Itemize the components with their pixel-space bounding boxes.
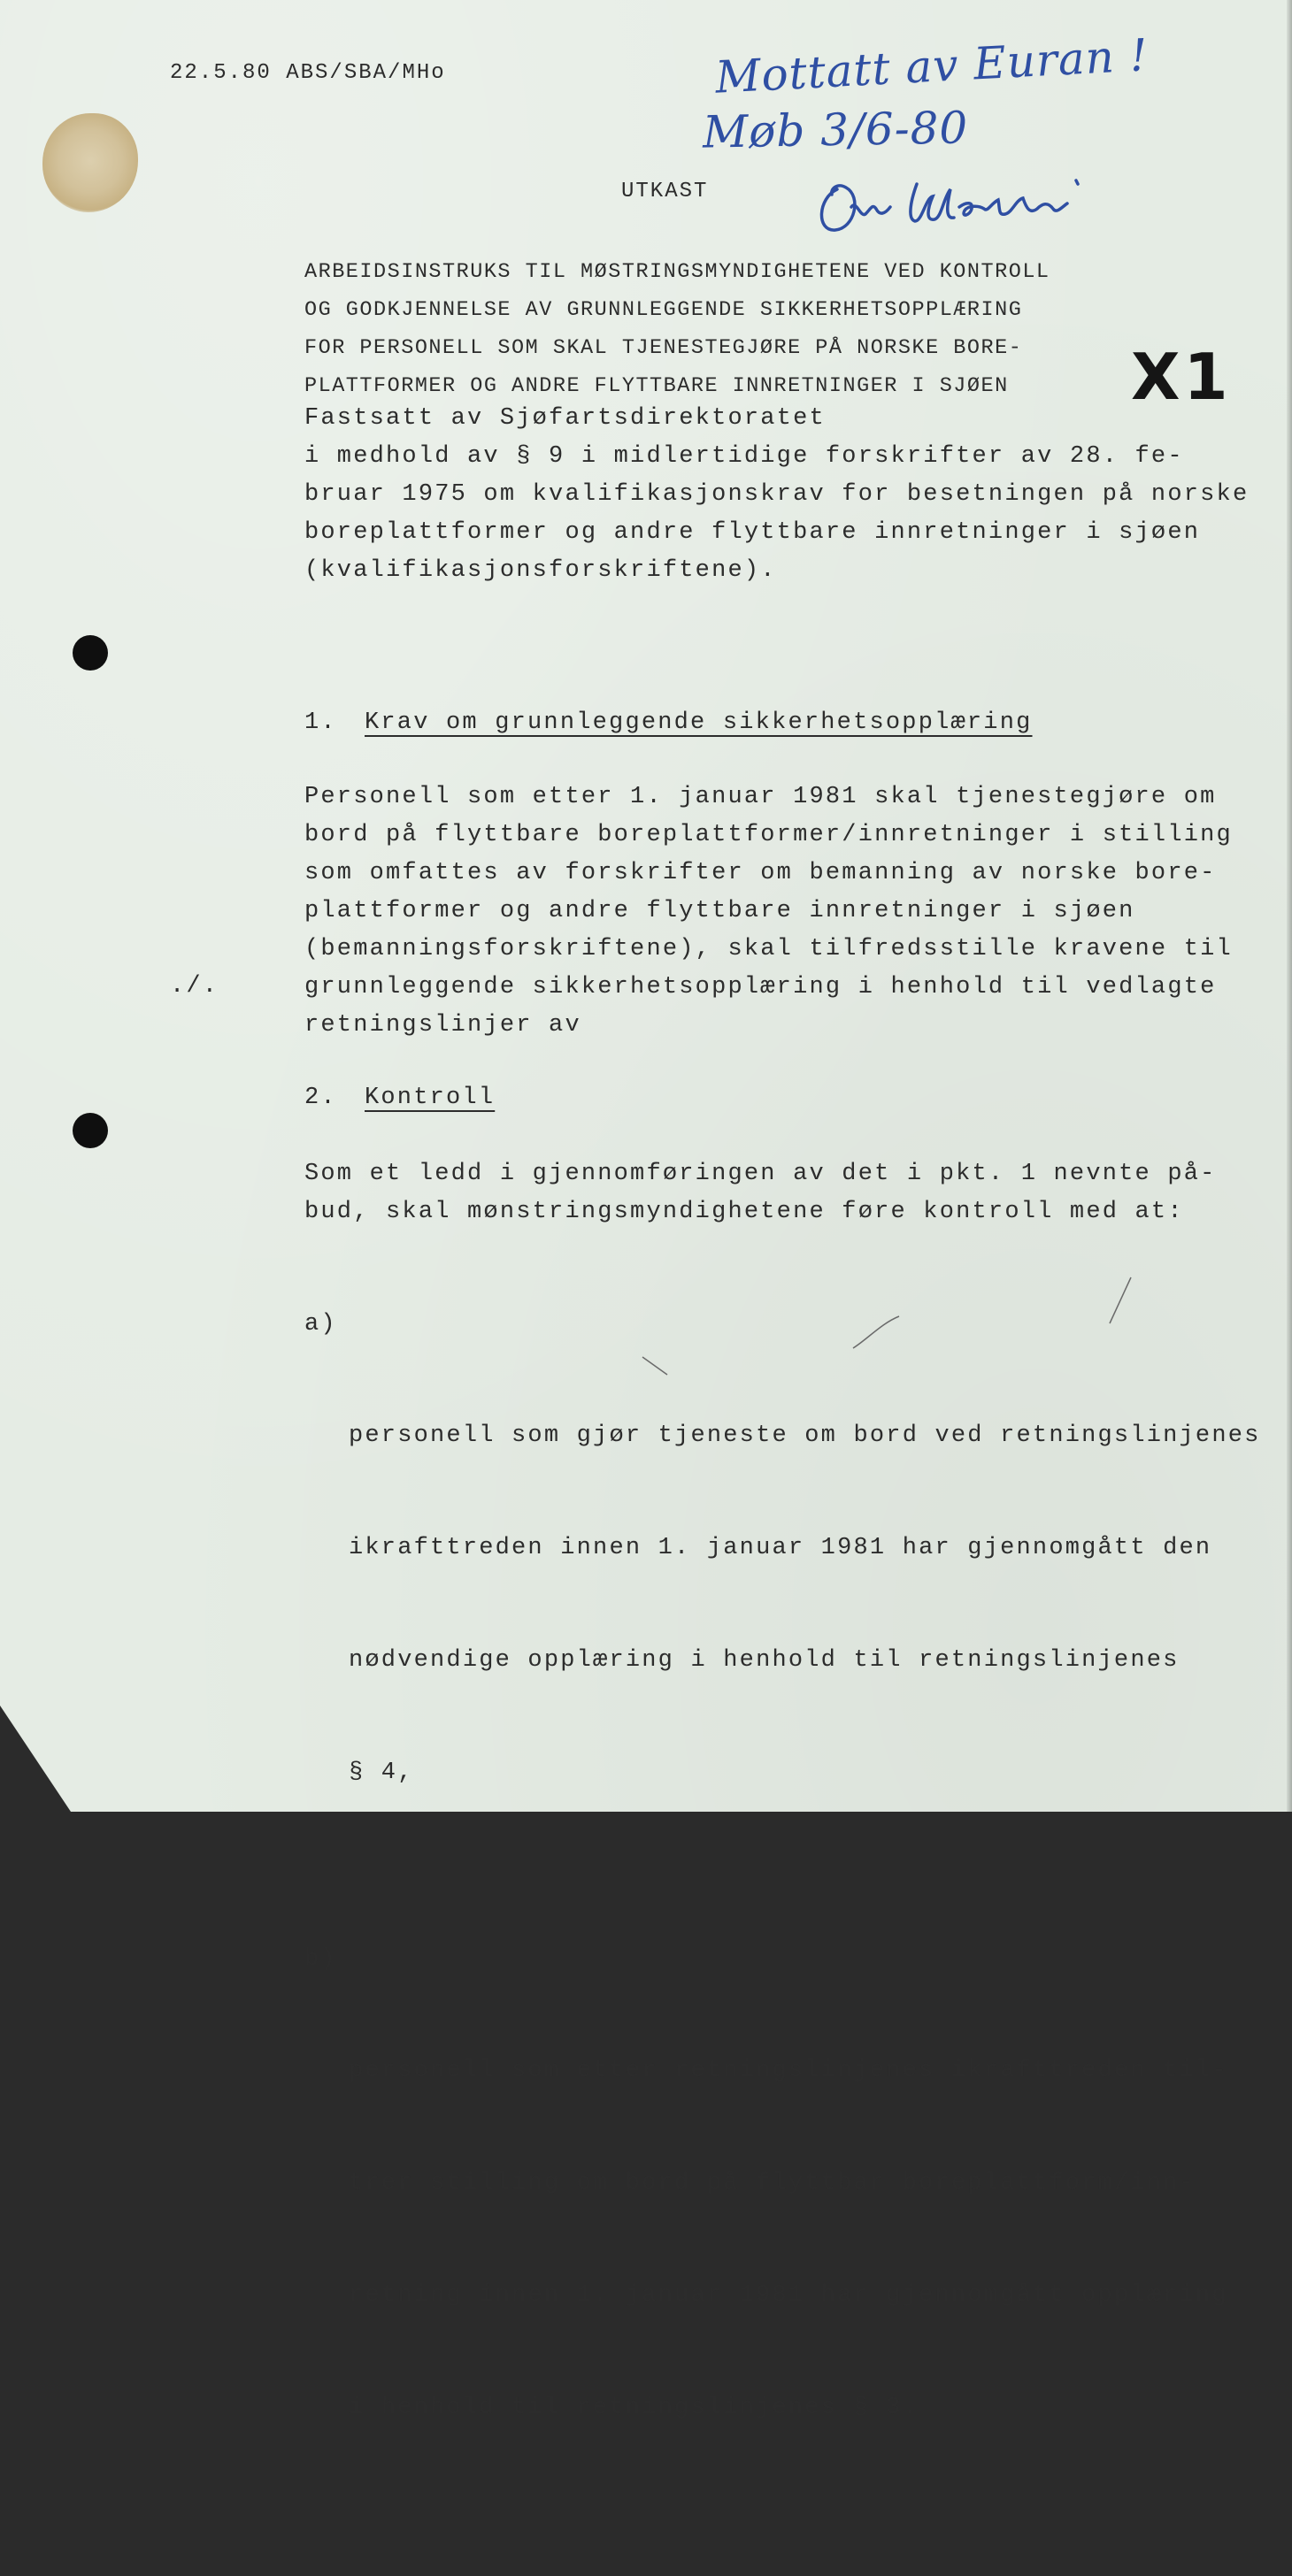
list-marker: b) xyxy=(304,1946,337,1973)
title-line: PLATTFORMER OG ANDRE FLYTTBARE INNRETNINGER I SJØEN xyxy=(304,374,1009,398)
paragraph-line: som omfattes av forskrifter om bemanning av norske bore- xyxy=(304,860,1217,886)
list-item xyxy=(304,1306,1261,1867)
section-2-list xyxy=(304,1231,1261,2576)
paragraph-line: Som et ledd i gjennomføringen av det i pkt. 1 nevnte på- xyxy=(304,1161,1217,1187)
intro-line: bruar 1975 om kvalifikasjonskrav for besetningen på norske xyxy=(304,481,1250,508)
section-1-paragraph xyxy=(304,778,1233,1045)
intro-paragraph xyxy=(304,400,1249,590)
handwritten-note-line2: Møb 3/6-80 xyxy=(702,102,969,158)
section-1-heading xyxy=(304,704,1033,741)
intro-line: (kvalifikasjonsforskriftene). xyxy=(304,557,777,584)
intro-line: Fastsatt av Sjøfartsdirektoratet xyxy=(304,405,826,432)
title-line: FOR PERSONELL SOM SKAL TJENESTEGJØRE PÅ NORSKE BORE- xyxy=(304,336,1023,360)
paragraph-line: bud, skal mønstringsmyndighetene føre kontroll med at: xyxy=(304,1199,1184,1225)
signature-image xyxy=(811,163,1111,242)
coffee-stain xyxy=(42,113,138,212)
document-reference: 22.5.80 ABS/SBA/MHo xyxy=(170,61,446,85)
section-number: 2. xyxy=(304,1085,337,1111)
punch-hole-top xyxy=(73,635,108,671)
section-2-heading xyxy=(304,1079,495,1116)
list-item-line: personell som gjør tjeneste om bord ved retningslinjenes xyxy=(349,1422,1261,1449)
title-line: OG GODKJENNELSE AV GRUNNLEGGENDE SIKKERHETSOPPLÆRING xyxy=(304,298,1023,322)
pencil-stroke-icon xyxy=(850,1313,903,1362)
paragraph-line: Personell som etter 1. januar 1981 skal tjenestegjøre om xyxy=(304,784,1217,810)
intro-line: i medhold av § 9 i midlertidige forskrifter av 28. fe- xyxy=(304,443,1184,470)
list-item-line: personell som etter retningslinjenes ikrafttreden til- xyxy=(349,2058,1228,2084)
list-item-line: i henhold til retningslinjenes § 3. xyxy=(349,2395,919,2421)
list-marker: a) xyxy=(304,1311,337,1338)
paragraph-line: plattformer og andre flyttbare innretninger i sjøen xyxy=(304,898,1135,924)
draft-label: UTKAST xyxy=(621,180,709,203)
title-line: ARBEIDSINSTRUKS TIL MØSTRINGSMYNDIGHETENE VED KONTROLL xyxy=(304,260,1050,284)
pencil-stroke-icon xyxy=(639,1353,674,1380)
section-number: 1. xyxy=(304,709,337,736)
list-item-line: trer stilling om bord på flyttbar boreplattform/inn- xyxy=(349,2170,1196,2196)
paragraph-line: retningslinjer av xyxy=(304,1012,581,1039)
page-edge-shadow xyxy=(1287,0,1292,1812)
section-2-intro xyxy=(304,1155,1217,1231)
pencil-stroke-icon xyxy=(1104,1274,1140,1327)
list-item-line: ikrafttreden innen 1. januar 1981 har gjennomgått den xyxy=(349,1535,1212,1561)
intro-line: boreplattformer og andre flyttbare innretninger i sjøen xyxy=(304,519,1201,546)
list-item xyxy=(304,1941,1261,2502)
handwritten-mark: X1 xyxy=(1131,340,1232,414)
paragraph-line: (bemanningsforskriftene), skal tilfredsstille kravene til xyxy=(304,936,1233,962)
handwritten-note-line1: Mottatt av Euran ! xyxy=(713,29,1150,104)
section-heading-text: Kontroll xyxy=(365,1085,496,1111)
document-title xyxy=(304,253,1050,405)
list-item-line: § 4, xyxy=(349,1760,414,1786)
margin-attachment-mark: ./. xyxy=(170,973,219,1000)
torn-corner xyxy=(0,1706,71,1812)
section-heading-text: Krav om grunnleggende sikkerhetsopplæring xyxy=(365,709,1033,736)
punch-hole-bottom xyxy=(73,1113,108,1148)
list-item-line: nødvendige opplæring i henhold til retningslinjenes xyxy=(349,1647,1180,1674)
paragraph-line: bord på flyttbare boreplattformer/innretninger i stilling xyxy=(304,822,1233,848)
list-item-line: retning innen 1. januar 1981 har gjennomgått opplæring xyxy=(349,2282,1228,2309)
paragraph-line: grunnleggende sikkerhetsopplæring i henhold til vedlagte xyxy=(304,974,1217,1000)
